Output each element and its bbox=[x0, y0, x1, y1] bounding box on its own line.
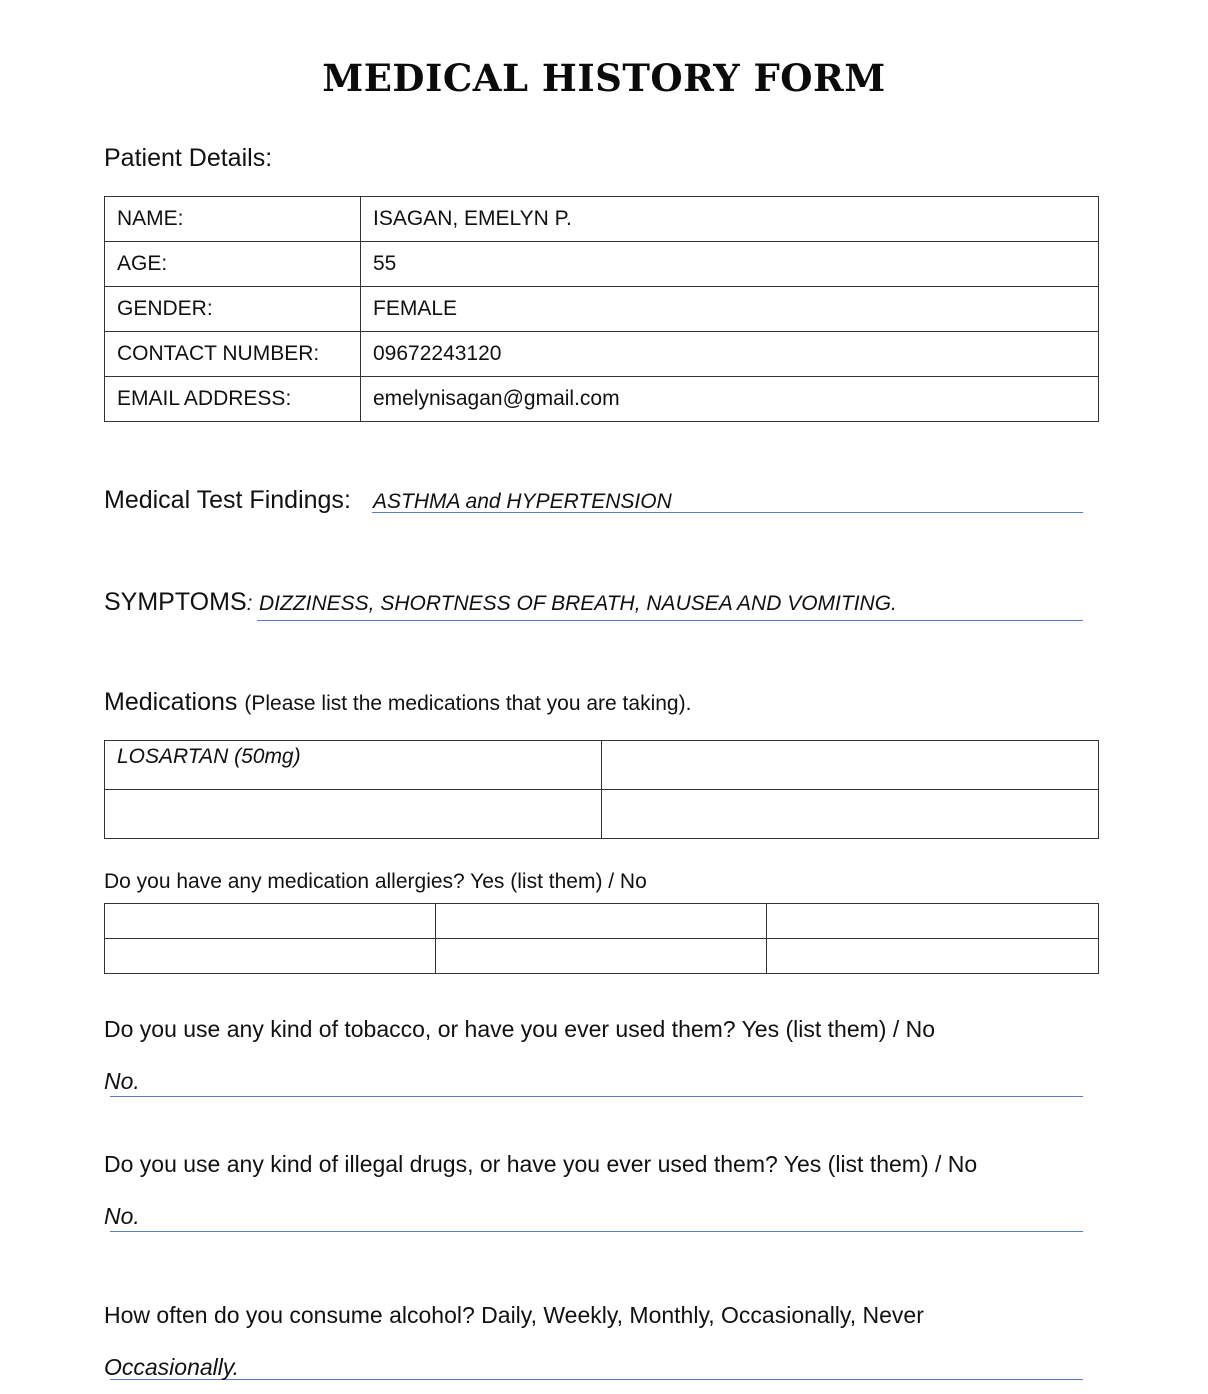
table-row bbox=[105, 939, 1099, 974]
patient-details-table bbox=[104, 196, 1099, 422]
field-value-name[interactable]: ISAGAN, EMELYN P. bbox=[361, 197, 1099, 242]
alcohol-answer-line[interactable] bbox=[110, 1349, 1083, 1380]
tobacco-answer[interactable]: No. bbox=[104, 1068, 140, 1094]
allergy-cell[interactable] bbox=[436, 939, 767, 974]
field-label-name: NAME: bbox=[105, 197, 361, 242]
table-row bbox=[105, 287, 1099, 332]
drugs-answer[interactable]: No. bbox=[104, 1203, 140, 1229]
drugs-answer-line[interactable] bbox=[110, 1201, 1083, 1232]
field-label-email: EMAIL ADDRESS: bbox=[105, 377, 361, 422]
field-value-age[interactable]: 55 bbox=[361, 242, 1099, 287]
allergy-cell[interactable] bbox=[767, 904, 1099, 939]
findings-answer[interactable]: ASTHMA and HYPERTENSION bbox=[373, 490, 672, 513]
medications-label: Medications bbox=[104, 688, 238, 716]
drugs-question: Do you use any kind of illegal drugs, or have you ever used them? Yes (list them) / No bbox=[104, 1151, 978, 1177]
table-row bbox=[105, 332, 1099, 377]
table-row bbox=[105, 741, 1099, 790]
medication-cell[interactable] bbox=[602, 790, 1099, 839]
medication-cell[interactable] bbox=[602, 741, 1099, 790]
medication-cell[interactable]: LOSARTAN (50mg) bbox=[105, 741, 602, 790]
findings-label: Medical Test Findings bbox=[104, 486, 344, 514]
medications-table bbox=[104, 740, 1099, 839]
symptoms-row bbox=[104, 588, 252, 617]
field-value-contact[interactable]: 09672243120 bbox=[361, 332, 1099, 377]
findings-row bbox=[104, 486, 351, 515]
field-value-email[interactable]: emelynisagan@gmail.com bbox=[361, 377, 1099, 422]
field-value-gender[interactable]: FEMALE bbox=[361, 287, 1099, 332]
medications-header bbox=[104, 688, 691, 717]
allergy-cell[interactable] bbox=[767, 939, 1099, 974]
table-row bbox=[105, 790, 1099, 839]
symptoms-colon: : bbox=[246, 592, 253, 615]
patient-details-label: Patient Details: bbox=[104, 144, 273, 172]
medication-cell[interactable] bbox=[105, 790, 602, 839]
table-row bbox=[105, 904, 1099, 939]
symptoms-answer[interactable]: DIZZINESS, SHORTNESS OF BREATH, NAUSEA AND VOMITING. bbox=[259, 592, 897, 615]
table-row bbox=[105, 242, 1099, 287]
findings-colon: : bbox=[343, 486, 351, 514]
field-label-contact: CONTACT NUMBER: bbox=[105, 332, 361, 377]
allergy-cell[interactable] bbox=[436, 904, 767, 939]
allergy-cell[interactable] bbox=[105, 939, 436, 974]
medications-note: (Please list the medications that you are taking). bbox=[244, 692, 692, 715]
alcohol-answer[interactable]: Occasionally. bbox=[104, 1354, 240, 1380]
allergies-table bbox=[104, 903, 1099, 974]
field-label-age: AGE: bbox=[105, 242, 361, 287]
allergies-question: Do you have any medication allergies? Yes (list them) / No bbox=[104, 870, 647, 893]
table-row bbox=[105, 377, 1099, 422]
table-row bbox=[105, 197, 1099, 242]
alcohol-question: How often do you consume alcohol? Daily, Weekly, Monthly, Occasionally, Never bbox=[104, 1302, 924, 1328]
page-title: MEDICAL HISTORY FORM bbox=[322, 56, 886, 100]
tobacco-answer-line[interactable] bbox=[110, 1066, 1083, 1097]
symptoms-label: SYMPTOMS bbox=[104, 588, 247, 616]
field-label-gender: GENDER: bbox=[105, 287, 361, 332]
allergy-cell[interactable] bbox=[105, 904, 436, 939]
tobacco-question: Do you use any kind of tobacco, or have you ever used them? Yes (list them) / No bbox=[104, 1016, 936, 1042]
